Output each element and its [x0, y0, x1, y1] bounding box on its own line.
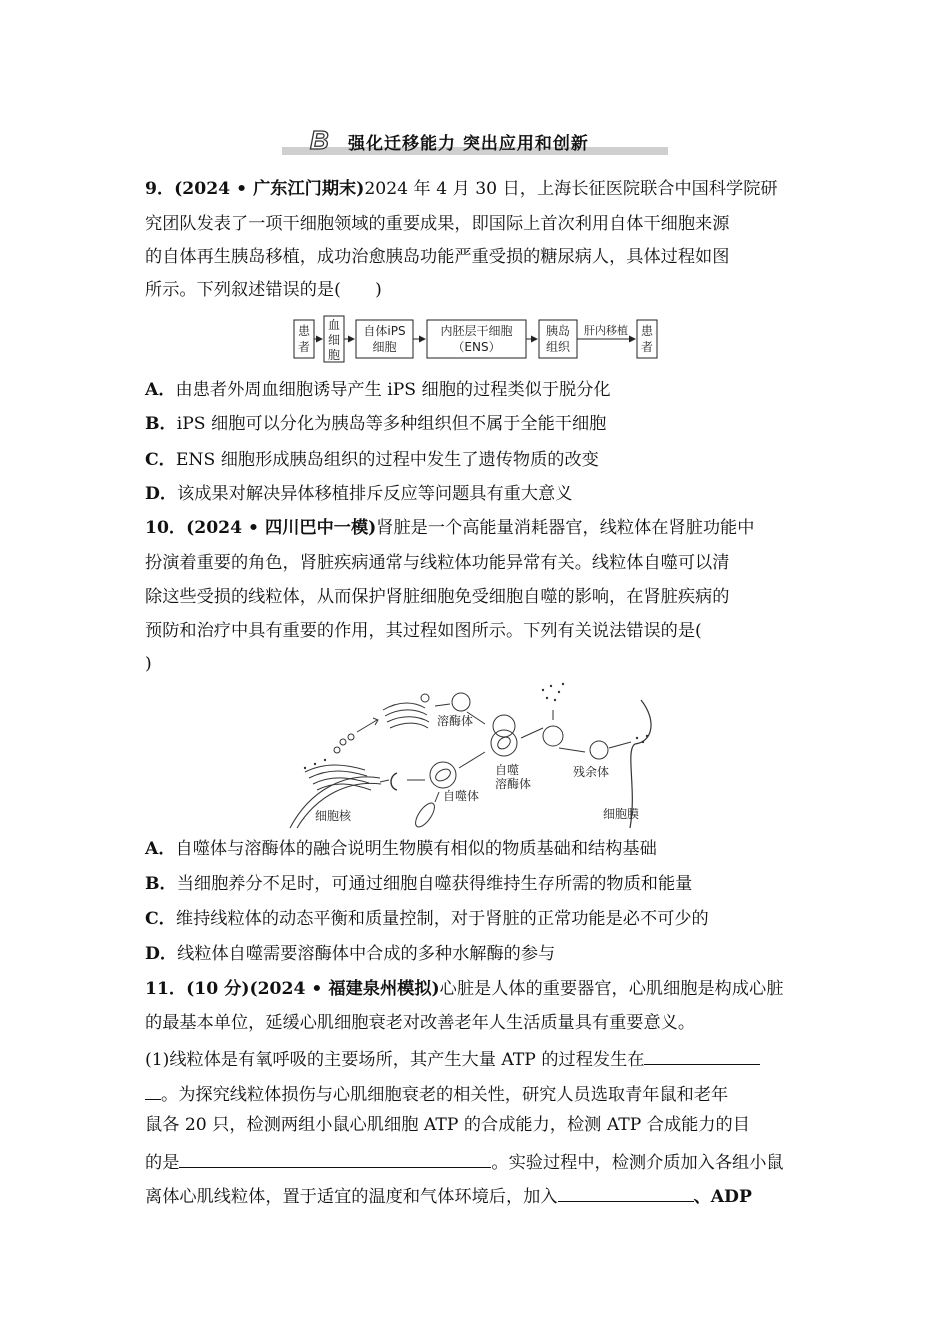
q9-source: (2024 • 广东江门期末) [174, 179, 365, 199]
option-text: 该成果对解决异体移植排斥反应等问题具有重大意义 [177, 484, 573, 504]
mitochondrion-in-autolysosome [495, 735, 512, 752]
option-letter: C． [145, 909, 176, 929]
phagophore [391, 773, 397, 790]
option-letter: A． [145, 380, 176, 400]
q10-stem-1: 肾脏是一个高能量消耗器官，线粒体在肾脏功能中 [376, 518, 755, 538]
q11-add-end: 、ADP [693, 1187, 752, 1207]
arrow [459, 752, 485, 768]
vesicle [340, 739, 346, 745]
q9-line-4: 所示。下列叙述错误的是( ) [145, 280, 382, 300]
q9-option-b [145, 413, 606, 435]
q11-score: (10 分) [186, 979, 250, 999]
arrow [609, 742, 631, 748]
flow-label: 患 [297, 324, 311, 338]
q9-line-3: 的自体再生胰岛移植，成功治愈胰岛功能严重受损的糖尿病人，具体过程如图 [145, 247, 730, 267]
q11-number: 11． [145, 979, 187, 999]
answer-blank-2[interactable] [179, 1149, 491, 1168]
option-letter: D． [145, 484, 178, 504]
flow-label: 自体iPS [363, 324, 406, 338]
q11-part1-cont: 。为探究线粒体损伤与心肌细胞衰老的相关性，研究人员选取青年鼠和老年 [161, 1085, 729, 1105]
flow-label: 组织 [545, 340, 571, 354]
answer-blank-1-cont[interactable] [145, 1081, 161, 1100]
option-text: 线粒体自噬需要溶酶体中合成的多种水解酶的参与 [177, 944, 556, 964]
flow-label: 者 [297, 340, 311, 354]
q11-line-6 [145, 1149, 784, 1174]
answer-blank-1[interactable] [644, 1046, 760, 1065]
q11-source: (2024 • 福建泉州模拟) [249, 979, 440, 999]
vesicle [421, 694, 429, 702]
q11-stem-1: 心脏是人体的重要器官，心肌细胞是构成心脏 [439, 979, 784, 999]
arrow [380, 780, 389, 782]
q10-line-5: ) [145, 654, 152, 674]
option-letter: B． [145, 874, 177, 894]
label-autolysosome-2: 溶酶体 [495, 777, 532, 791]
flow-label: 患 [640, 324, 654, 338]
lysosome [452, 693, 470, 711]
vesicle [348, 734, 354, 740]
q11-part1-start: (1)线粒体是有氧呼吸的主要场所，其产生大量 ATP 的过程发生在 [145, 1050, 645, 1070]
label-autolysosome-1: 自噬 [495, 763, 520, 777]
q11-line-4 [145, 1081, 728, 1106]
flow-label: 胞 [327, 348, 341, 362]
option-text: 维持线粒体的动态平衡和质量控制，对于肾脏的正常功能是必不可少的 [175, 909, 709, 929]
label-membrane: 细胞膜 [603, 807, 640, 821]
flow-label: 血 [327, 318, 341, 332]
flow-label: （ENS） [452, 340, 501, 354]
q10-number: 10． [145, 518, 187, 538]
q10-option-a [145, 838, 657, 860]
autolysosome [491, 730, 517, 756]
section-banner [282, 125, 668, 157]
flow-label: 胰岛 [545, 324, 571, 338]
q10-line-3: 除这些受损的线粒体，从而保护肾脏细胞免受细胞自噬的影响，在肾脏疾病的 [145, 587, 730, 607]
q9-number: 9． [145, 179, 175, 199]
q9-flow-diagram [290, 314, 662, 364]
q10-source: (2024 • 四川巴中一模) [186, 518, 377, 538]
label-autophagosome: 自噬体 [443, 789, 480, 803]
q9-option-a [145, 379, 611, 401]
q10-line-2: 扮演着重要的角色，肾脏疾病通常与线粒体功能异常有关。线粒体自噬可以清 [145, 553, 730, 573]
flow-arrow-label: 肝内移植 [584, 324, 628, 337]
flow-label: 者 [640, 340, 654, 354]
option-text: iPS 细胞可以分化为胰岛等多种组织但不属于全能干细胞 [176, 414, 607, 434]
flow-label: 细胞 [372, 340, 397, 354]
q11-line-2: 的最基本单位，延缓心肌细胞衰老对改善老年人生活质量具有重要意义。 [145, 1013, 696, 1033]
q11-purpose-start: 的是 [145, 1153, 180, 1173]
q10-line-4: 预防和治疗中具有重要的作用，其过程如图所示。下列有关说法错误的是( [145, 621, 702, 641]
damaged-mitochondrion [412, 800, 438, 830]
autophagosome [430, 762, 456, 788]
q11-line-5: 鼠各 20 只，检测两组小鼠心肌细胞 ATP 的合成能力，检测 ATP 合成能力的目 [145, 1115, 750, 1135]
label-residual-body: 残余体 [573, 765, 610, 779]
q11-add-start: 离体心肌线粒体，置于适宜的温度和气体环境后，加入 [145, 1187, 558, 1207]
label-lysosome: 溶酶体 [437, 714, 474, 728]
degrading-vesicle [543, 726, 563, 746]
q11-line-3 [145, 1046, 760, 1071]
q10-autophagy-figure [285, 680, 670, 830]
residual-body [590, 741, 608, 759]
q10-line-1 [145, 517, 754, 539]
arrow-to-lysosome [435, 704, 450, 706]
answer-blank-3[interactable] [558, 1183, 694, 1202]
option-text: 自噬体与溶酶体的融合说明生物膜有相似的物质基础和结构基础 [175, 839, 657, 859]
mitochondrion [434, 767, 453, 784]
arrow-to-golgi [357, 720, 377, 732]
q11-line-1 [145, 978, 783, 1000]
released-particles [304, 683, 648, 769]
q11-line-7 [145, 1183, 752, 1208]
q10-option-b [145, 873, 692, 895]
flow-label: 细 [327, 333, 341, 347]
flow-label: 内胚层干细胞 [440, 324, 513, 338]
arrow [559, 748, 585, 752]
q9-stem-1: 2024 年 4 月 30 日，上海长征医院联合中国科学院研 [364, 179, 778, 199]
option-letter: B． [145, 414, 177, 434]
q9-option-d [145, 483, 572, 505]
label-nucleus: 细胞核 [315, 809, 352, 823]
arrow [435, 792, 439, 802]
option-letter: D． [145, 944, 178, 964]
golgi-apparatus [383, 703, 429, 728]
option-text: 当细胞养分不足时，可通过细胞自噬获得维持生存所需的物质和能量 [176, 874, 693, 894]
q10-option-c [145, 908, 709, 930]
q9-option-c [145, 449, 599, 471]
option-letter: C． [145, 450, 176, 470]
lysosome-fusing [493, 715, 515, 737]
option-text: ENS 细胞形成胰岛组织的过程中发生了遗传物质的改变 [175, 450, 599, 470]
banner-title: 强化迁移能力 突出应用和创新 [348, 134, 589, 154]
option-letter: A． [145, 839, 176, 859]
vesicle [334, 747, 340, 753]
q11-purpose-end: 。实验过程中，检测介质加入各组小鼠 [491, 1153, 784, 1173]
q9-line-2: 究团队发表了一项干细胞领域的重要成果，即国际上首次利用自体干细胞来源 [145, 214, 730, 234]
banner-letter: B [310, 125, 329, 155]
option-text: 由患者外周血细胞诱导产生 iPS 细胞的过程类似于脱分化 [175, 380, 611, 400]
q10-option-d [145, 943, 555, 965]
arrow [521, 728, 543, 738]
q9-line-1 [145, 178, 778, 200]
